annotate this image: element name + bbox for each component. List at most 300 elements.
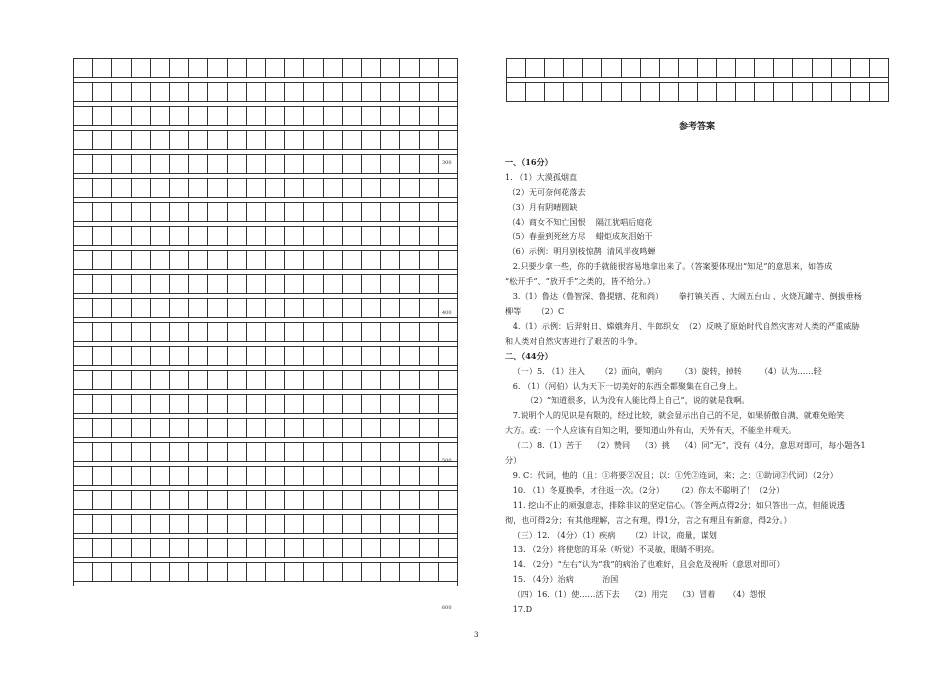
grid-cell [420,154,439,174]
grid-cell [324,418,343,438]
grid-cell [870,82,889,102]
grid-cell [285,418,304,438]
grid-cell [170,322,189,342]
grid-cell [74,274,93,294]
grid-cell [266,154,285,174]
grid-row [73,106,458,126]
grid-cell [228,370,247,390]
grid-row [73,178,458,198]
grid-cell [151,466,170,486]
grid-cell [189,106,208,126]
grid-cell [228,82,247,102]
grid-cell [526,82,545,102]
grid-cell [381,298,400,318]
grid-cell [400,106,419,126]
grid-cell [304,130,323,150]
grid-cell [362,130,381,150]
grid-cell [228,562,247,582]
grid-cell [507,58,526,78]
grid-row [506,58,889,78]
grid-cell [266,58,285,78]
grid-cell [132,58,151,78]
grid-cell [324,298,343,318]
grid-row [73,202,458,222]
grid-cell [208,58,227,78]
grid-cell [112,394,131,414]
grid-cell [381,202,400,222]
grid-cell [93,346,112,366]
grid-cell [420,442,439,462]
answer-line: 3.（1）鲁达（鲁智深、鲁提辖、花和尚） 拳打镇关西 、大闹五台山 、火烧瓦罐寺、倒拔垂杨 [505,291,862,302]
answer-line: 9. C：代词，他的（且：①将要②况且；以：①凭②连词，来；之：①助词②代词）（2分） [505,469,838,480]
grid-cell [400,130,419,150]
grid-cell [381,250,400,270]
grid-cell [343,466,362,486]
grid-cell [74,226,93,246]
grid-cell [439,562,458,582]
grid-cell [304,322,323,342]
grid-cell [189,226,208,246]
grid-cell [420,322,439,342]
grid-cell [93,82,112,102]
grid-cell [112,178,131,198]
grid-cell [698,58,717,78]
grid-cell [266,394,285,414]
grid-cell [247,490,266,510]
grid-cell [266,538,285,558]
grid-cell [112,154,131,174]
grid-cell [343,226,362,246]
answer-line: 6. （1）（河伯）认为天下一切美好的东西全都聚集在自己身上。 [505,380,743,391]
grid-cell [285,178,304,198]
grid-cell [132,154,151,174]
grid-cell [93,202,112,222]
grid-cell [285,394,304,414]
grid-cell [343,514,362,534]
grid-cell [641,82,660,102]
grid-cell [189,418,208,438]
grid-cell [208,178,227,198]
grid-cell [660,82,679,102]
grid-cell [324,154,343,174]
grid-cell [132,82,151,102]
grid-cell [813,82,832,102]
grid-cell [304,250,323,270]
grid-cell [74,106,93,126]
grid-cell [247,466,266,486]
grid-cell [228,466,247,486]
grid-cell [208,442,227,462]
answer-line: 15. （4分）治病 治国 [505,574,619,585]
grid-cell [170,274,189,294]
grid-cell [564,82,583,102]
grid-cell [755,82,774,102]
grid-cell [266,370,285,390]
grid-row [506,82,889,102]
grid-cell [74,130,93,150]
grid-cell [439,514,458,534]
grid-cell [343,442,362,462]
grid-cell [228,322,247,342]
grid-cell [381,178,400,198]
grid-cell [285,82,304,102]
grid-cell [247,562,266,582]
grid-cell [304,178,323,198]
grid-cell [112,130,131,150]
grid-marker-300: 300 [442,160,452,166]
grid-cell [189,466,208,486]
grid-cell [228,394,247,414]
grid-cell [362,490,381,510]
grid-cell [304,538,323,558]
grid-cell [170,226,189,246]
grid-cell [698,82,717,102]
grid-cell [439,130,458,150]
grid-cell [400,562,419,582]
grid-cell [170,178,189,198]
grid-cell [112,322,131,342]
grid-cell [132,466,151,486]
grid-cell [93,130,112,150]
grid-cell [622,82,641,102]
grid-cell [439,466,458,486]
grid-cell [285,370,304,390]
answer-line: （5）春蚕到死丝方尽 蜡炬成灰泪始干 [505,231,653,242]
grid-cell [208,250,227,270]
grid-cell [112,346,131,366]
grid-cell [189,250,208,270]
grid-cell [381,394,400,414]
answer-title: 参考答案 [678,122,715,132]
grid-cell [189,538,208,558]
grid-cell [93,490,112,510]
grid-cell [381,82,400,102]
grid-cell [362,538,381,558]
grid-cell [400,178,419,198]
grid-cell [151,490,170,510]
grid-cell [420,370,439,390]
grid-cell [304,418,323,438]
grid-cell [717,82,736,102]
grid-cell [362,394,381,414]
grid-cell [228,202,247,222]
grid-cell [170,58,189,78]
grid-cell [247,394,266,414]
grid-cell [132,250,151,270]
grid-cell [247,442,266,462]
grid-cell [362,562,381,582]
grid-cell [343,322,362,342]
grid-cell [285,250,304,270]
grid-cell [112,514,131,534]
grid-cell [343,82,362,102]
answer-line: （四）16.（1）使……活下去 （2）用完 （3）冒着 （4）怨恨 [505,589,766,600]
grid-cell [247,154,266,174]
grid-cell [439,58,458,78]
grid-cell [381,490,400,510]
grid-marker-400: 400 [442,310,452,316]
grid-cell [247,322,266,342]
grid-cell [343,346,362,366]
writing-grid-right [506,58,889,102]
grid-cell [439,226,458,246]
grid-cell [400,394,419,414]
grid-cell [189,130,208,150]
answer-line: 2.只要少拿一些，你的手就能很容易地拿出来了。（答案要体现出“知足”的意思来，如答成 [505,261,833,272]
grid-cell [381,514,400,534]
grid-cell [93,58,112,78]
grid-cell [285,466,304,486]
answer-lines [505,155,889,617]
grid-cell [400,82,419,102]
grid-cell [132,514,151,534]
grid-cell [362,82,381,102]
grid-cell [381,562,400,582]
page-number: 3 [474,631,479,639]
grid-row [73,346,458,366]
grid-cell [304,514,323,534]
grid-cell [285,298,304,318]
grid-cell [93,418,112,438]
grid-cell [774,82,793,102]
grid-cell [304,442,323,462]
grid-cell [112,490,131,510]
grid-cell [304,226,323,246]
grid-cell [208,106,227,126]
grid-cell [74,538,93,558]
grid-cell [362,250,381,270]
grid-cell [381,58,400,78]
grid-cell [324,322,343,342]
grid-cell [343,178,362,198]
grid-cell [324,394,343,414]
grid-cell [132,106,151,126]
grid-cell [420,538,439,558]
grid-cell [439,490,458,510]
grid-cell [285,538,304,558]
grid-cell [170,82,189,102]
grid-cell [304,106,323,126]
grid-cell [564,58,583,78]
grid-cell [324,442,343,462]
grid-cell [602,82,621,102]
grid-cell [381,538,400,558]
grid-cell [208,154,227,174]
grid-cell [189,82,208,102]
grid-cell [247,178,266,198]
grid-cell [400,490,419,510]
grid-cell [208,298,227,318]
grid-cell [228,250,247,270]
grid-cell [266,490,285,510]
grid-cell [439,202,458,222]
answer-line: 17.D [505,604,533,615]
grid-cell [112,250,131,270]
grid-cell [381,442,400,462]
grid-cell [420,394,439,414]
grid-row [73,82,458,102]
grid-row [73,514,458,534]
grid-cell [170,490,189,510]
grid-cell [439,274,458,294]
grid-cell [93,274,112,294]
grid-cell [324,82,343,102]
answer-line: 11. 挖山不止的顽强意志，排除非议的坚定信心。（答全两点得2分；如只答出一点，但能说透 [505,499,845,510]
grid-cell [112,370,131,390]
grid-cell [400,370,419,390]
grid-cell [93,154,112,174]
grid-cell [285,442,304,462]
grid-cell [170,394,189,414]
grid-cell [526,58,545,78]
grid-cell [189,370,208,390]
grid-cell [400,298,419,318]
section-heading: 一、（16分） [505,156,553,167]
grid-cell [400,442,419,462]
grid-cell [151,202,170,222]
grid-cell [228,490,247,510]
grid-cell [285,346,304,366]
grid-cell [343,250,362,270]
grid-cell [439,394,458,414]
grid-row [73,466,458,486]
grid-cell [247,58,266,78]
grid-cell [208,418,227,438]
grid-cell [285,490,304,510]
grid-cell [170,154,189,174]
grid-cell [74,514,93,534]
grid-cell [189,154,208,174]
grid-cell [208,394,227,414]
grid-cell [151,442,170,462]
grid-cell [74,154,93,174]
grid-cell [151,226,170,246]
grid-cell [93,538,112,558]
grid-cell [151,514,170,534]
grid-cell [189,514,208,534]
grid-cell [439,250,458,270]
grid-cell [170,346,189,366]
grid-cell [774,58,793,78]
grid-row [73,442,458,462]
grid-cell [132,274,151,294]
grid-cell [170,466,189,486]
answer-line: 14. （2分）“左右”认为“我”的病治了也难好，且会危及视听（意思对即可） [505,559,785,570]
grid-cell [362,202,381,222]
writing-grid-left [73,58,458,586]
grid-cell [93,226,112,246]
grid-cell [362,346,381,366]
grid-cell [151,346,170,366]
grid-cell [400,418,419,438]
grid-cell [324,250,343,270]
grid-cell [151,370,170,390]
grid-cell [622,58,641,78]
grid-cell [228,106,247,126]
grid-cell [132,442,151,462]
grid-cell [112,562,131,582]
grid-cell [679,82,698,102]
grid-cell [208,562,227,582]
grid-row [73,370,458,390]
answer-line: 和人类对自然灾害进行了艰苦的斗争。 [505,335,643,346]
grid-cell [266,274,285,294]
grid-cell [324,466,343,486]
grid-cell [362,442,381,462]
grid-cell [228,346,247,366]
grid-cell [285,106,304,126]
grid-row [73,538,458,558]
grid-cell [132,130,151,150]
grid-cell [832,82,851,102]
grid-cell [285,130,304,150]
grid-cell [208,346,227,366]
grid-cell [132,346,151,366]
grid-cell [93,466,112,486]
grid-cell [189,178,208,198]
grid-cell [362,154,381,174]
grid-cell [400,58,419,78]
grid-cell [93,322,112,342]
grid-cell [208,370,227,390]
grid-cell [74,442,93,462]
grid-cell [641,58,660,78]
grid-cell [93,394,112,414]
grid-cell [170,562,189,582]
grid-cell [93,298,112,318]
grid-cell [228,178,247,198]
grid-cell [208,82,227,102]
grid-cell [266,178,285,198]
grid-cell [285,58,304,78]
grid-row [73,130,458,150]
grid-cell [381,346,400,366]
grid-cell [420,178,439,198]
grid-cell [420,82,439,102]
grid-cell [400,250,419,270]
answer-line: 10. （1）冬夏换季，才往返一次。（2分） （2）你太不聪明了！（2分） [505,484,785,495]
grid-cell [343,562,362,582]
grid-cell [189,346,208,366]
grid-cell [362,370,381,390]
grid-row [73,250,458,270]
grid-cell [439,370,458,390]
grid-cell [266,418,285,438]
grid-cell [170,106,189,126]
grid-cell [208,322,227,342]
grid-cell [400,466,419,486]
grid-cell [247,130,266,150]
grid-cell [832,58,851,78]
grid-cell [285,322,304,342]
grid-cell [112,82,131,102]
grid-cell [132,538,151,558]
grid-cell [170,418,189,438]
grid-cell [362,466,381,486]
grid-cell [189,274,208,294]
grid-cell [151,250,170,270]
grid-cell [151,274,170,294]
grid-cell [132,490,151,510]
grid-cell [112,466,131,486]
grid-cell [93,442,112,462]
grid-cell [420,562,439,582]
grid-cell [112,442,131,462]
grid-cell [324,346,343,366]
grid-cell [324,130,343,150]
grid-cell [208,130,227,150]
grid-cell [228,514,247,534]
